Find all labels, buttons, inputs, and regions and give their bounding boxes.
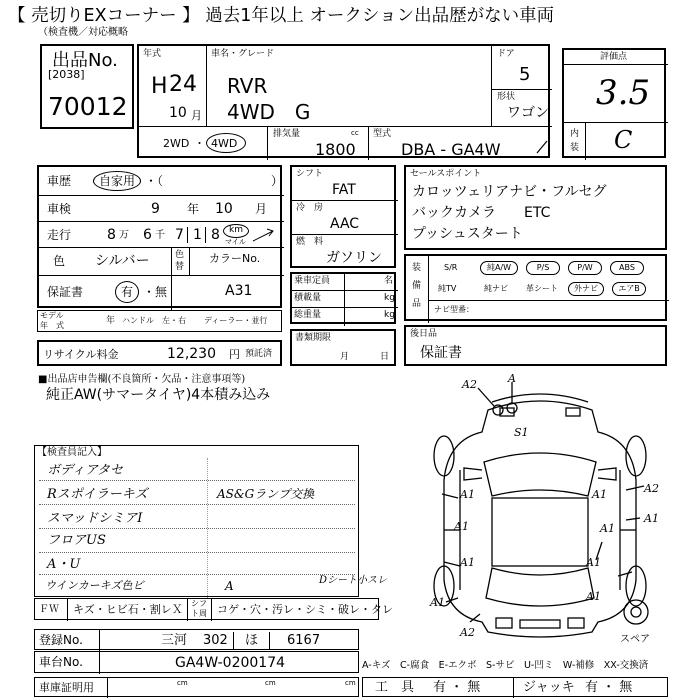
vehicle-info-box: 年式 H 24 10 月 車名・グレード RVR 4WD G ドア 5 形状 ワゴン 2WD ・ 4WD 排気量 cc 1800 型式 DBA - GA4W (137, 44, 550, 158)
jack-value: 有 ・ 無 (585, 680, 633, 695)
doc-period-day: 日 (380, 352, 390, 362)
equipment-label-1: 装 (412, 263, 422, 273)
mileage-d2: 1 (193, 227, 202, 243)
doc-period-month: 月 (340, 352, 350, 362)
fw-items: キズ・ヒビ石・割レＸ (73, 603, 183, 616)
mileage-man-unit: 万 (119, 230, 129, 241)
seller-notes-label: ■出品店申告欄(不良箇所・欠品・注意事項等) (38, 374, 246, 385)
history-value: 自家用 (99, 174, 136, 188)
model-year-row (37, 310, 282, 332)
page-title: 【 売切りEXコーナー 】 過去1年以上 オークション出品歴がない車両 (8, 6, 555, 26)
month-unit: 月 (191, 109, 202, 122)
map-label-a1-bottom: A1 (586, 590, 601, 603)
equip-ps: P/S (526, 261, 560, 275)
sales-points-line3: プッシュスタート (412, 226, 523, 242)
recycle-unit: 円 (229, 348, 240, 361)
color-change-label-2: 替 (175, 262, 185, 272)
score-value: 3.5 (596, 73, 651, 113)
inspection-month-unit: 月 (255, 202, 268, 216)
check-mark-icon (535, 139, 549, 155)
capacity-row1-label: 乗車定員 (294, 276, 331, 286)
shift-value: FAT (332, 182, 356, 198)
car-damage-diagram (400, 370, 680, 650)
model-year-unit: 年 (106, 316, 116, 326)
mileage-sen: 6 (143, 227, 152, 243)
fuel-label: 燃 料 (296, 237, 324, 247)
jack-label: ジャッキ (523, 680, 575, 695)
ac-label: 冷 房 (296, 203, 324, 213)
mileage-arrow-icon (251, 225, 279, 245)
specs-box (290, 165, 396, 268)
inspector-line4: フロアUS (47, 533, 106, 548)
inspector-right2: A (225, 579, 234, 593)
map-label-a1-right-3: A1 (586, 556, 601, 569)
recycle-value: 12,230 (167, 346, 216, 362)
map-label-a-top: A (508, 372, 516, 385)
interior-label-1: 内 (570, 129, 580, 139)
ac-value: AAC (330, 216, 360, 232)
cert-cm-3: cm (345, 679, 356, 687)
map-label-a1-left-bottom: A1 (430, 596, 445, 609)
garage-cert-label: 車庫証明用 (39, 681, 94, 694)
map-label-a1-right-1: A1 (592, 488, 607, 501)
history-rest: ・（ ） (145, 174, 284, 188)
inspector-right3: Dシート小スレ (319, 575, 388, 586)
mileage-mile: マイル (225, 238, 246, 246)
after-items-value: 保証書 (420, 345, 462, 361)
score-box (562, 48, 666, 158)
details-box (37, 165, 282, 308)
mileage-d1: 7 (175, 227, 184, 243)
shape-value: ワゴン (507, 105, 549, 121)
map-label-a1-left-2: A1 (454, 520, 469, 533)
year-era: H (151, 74, 168, 99)
navi-model-label: ナビ型番： (434, 305, 474, 314)
equip-abs: ABS (610, 261, 644, 275)
inspector-line2: Rスポイラーキズ (47, 487, 148, 502)
color-no-label: カラーNo. (209, 252, 261, 265)
fw-shift-label-2: ト周 (191, 609, 207, 618)
inspection-label: 車検 (47, 202, 72, 216)
inspector-label: 【検査員記入】 (37, 447, 107, 458)
cert-cm-2: cm (265, 679, 276, 687)
lot-label: 出品No. (52, 50, 118, 71)
name-grade-label: 車名・グレード (211, 49, 275, 59)
displacement-unit: cc (351, 129, 359, 137)
cert-cm-1: cm (177, 679, 188, 687)
warranty-label: 保証書 (47, 285, 84, 299)
shift-label: シフト (296, 169, 324, 179)
capacity-row2-unit: kg (384, 293, 395, 303)
mileage-man: 8 (107, 227, 116, 243)
after-items-box (404, 325, 667, 366)
warranty-no: ・無 (143, 285, 168, 299)
fw-row (34, 598, 393, 620)
map-label-s1: S1 (514, 426, 529, 439)
drive-4wd: 4WD (211, 137, 238, 150)
mileage-sen-unit: 千 (155, 230, 165, 241)
inspection-year-unit: 年 (187, 202, 200, 216)
car-grade: 4WD G (227, 100, 311, 124)
fuel-value: ガソリン (326, 250, 382, 266)
damage-legend: A-キズ C-腐食 E-エクボ S-サビ U-凹ミ W-補修 XX-交換済 (362, 660, 649, 671)
inspector-box (34, 445, 388, 597)
seller-notes-value: 純正AW(サマータイヤ)4本積み込み (46, 387, 271, 403)
equip-airbag: エアB (612, 282, 646, 296)
sales-points-box (404, 165, 667, 250)
model-label: 型式 (373, 129, 392, 139)
map-label-a1-far-right: A1 (644, 512, 659, 525)
inspector-line1: ボディアタセ (47, 463, 124, 478)
equipment-label-3: 品 (412, 299, 422, 309)
equip-leather: 革シート (526, 284, 558, 293)
fw-label: ＦＷ (39, 604, 59, 615)
registration-label: 登録No. (39, 633, 83, 647)
capacity-row3-unit: kg (384, 310, 395, 320)
inspector-line5: A・U (47, 557, 81, 572)
doc-period-box (290, 329, 396, 366)
registration-kana: ほ (245, 633, 259, 648)
equip-pw: P/W (568, 261, 602, 275)
lot-small-number: [2038] (48, 68, 85, 81)
footer-tools-row (362, 677, 668, 697)
fw-items2: コゲ・穴・汚レ・シミ・破レ・タレ (217, 603, 393, 616)
registration-area: 三河 (161, 633, 188, 648)
capacity-row3-label: 総重量 (294, 310, 322, 320)
history-label: 車歴 (47, 174, 72, 188)
registration-row (34, 629, 359, 650)
equip-ext-navi: 外ナビ (568, 282, 604, 296)
fw-shift-label-1: シフ (191, 599, 207, 608)
sales-points-label: セールスポイント (410, 169, 482, 179)
shape-label: 形状 (497, 92, 516, 102)
displacement-value: 1800 (315, 140, 356, 159)
equipment-label-2: 備 (412, 281, 422, 291)
recycle-note: 預託済 (245, 349, 273, 359)
sales-points-line2: バックカメラ ETC (412, 205, 551, 221)
inspector-right1: AS&Gランプ交換 (217, 487, 315, 501)
dealer-options: ディーラー・並行 (204, 316, 268, 325)
map-label-a1-left-1: A1 (460, 488, 475, 501)
capacity-box (290, 272, 396, 324)
after-items-label: 後日品 (410, 329, 438, 339)
chassis-value: GA4W-0200174 (175, 655, 286, 671)
equip-tv: 純TV (438, 284, 457, 293)
map-label-a2-top-left: A2 (462, 378, 477, 391)
equip-navi: 純ナビ (484, 284, 508, 293)
header-subnote: （検査機／対応概略 (38, 27, 128, 38)
registration-class: 302 (203, 633, 228, 648)
map-label-a1-right-2: A1 (600, 522, 615, 535)
warranty-yes: 有 (121, 285, 134, 299)
interior-value: C (614, 126, 633, 154)
inspector-line6: ウインカーキズ色ビ (45, 579, 144, 592)
doors-label: ドア (497, 49, 515, 59)
recycle-label: リサイクル料金 (43, 348, 119, 361)
mileage-d3: 8 (211, 227, 220, 243)
map-label-a2-bottom: A2 (460, 626, 475, 639)
recycle-row (37, 340, 282, 366)
mileage-km: km (229, 225, 243, 235)
color-change-label-1: 色 (175, 250, 185, 260)
chassis-row (34, 651, 359, 673)
registration-number: 6167 (287, 633, 321, 648)
equip-aw: 純A/W (480, 261, 518, 275)
model-value: DBA - GA4W (401, 140, 501, 159)
color-no-value: A31 (225, 283, 253, 299)
sales-points-line1: カロッツェリアナビ・フルセグ (412, 184, 607, 200)
inspection-year: 9 (151, 201, 160, 217)
year-value: 24 (169, 72, 197, 97)
handle-options: ハンドル 左・右 (122, 316, 186, 325)
tools-value: 有 ・ 無 (433, 680, 481, 695)
doc-period-label: 書類期限 (295, 333, 332, 343)
equip-sr: S/R (444, 263, 458, 272)
score-label: 評価点 (600, 52, 628, 62)
drive-2wd: 2WD (163, 137, 190, 150)
lot-box (40, 44, 134, 129)
year-label: 年式 (143, 49, 162, 59)
color-label: 色 (53, 254, 66, 268)
color-value: シルバー (95, 253, 150, 269)
mileage-label: 走行 (47, 228, 72, 242)
capacity-row1-unit: 名 (384, 276, 394, 286)
footer-cert-row (34, 677, 359, 697)
month-value: 10 (169, 105, 187, 121)
chassis-label: 車台No. (39, 655, 83, 669)
interior-label-2: 装 (570, 143, 580, 153)
tools-label: 工 具 (375, 680, 415, 695)
doors-value: 5 (519, 64, 531, 85)
lot-number: 70012 (48, 92, 128, 121)
map-label-a2-right: A2 (644, 482, 659, 495)
equipment-box (404, 254, 667, 321)
model-year-label-2: 年 式 (40, 321, 64, 330)
capacity-row2-label: 積載量 (294, 293, 322, 303)
inspector-line3: スマッドシミアI (47, 511, 143, 526)
car-name: RVR (227, 74, 268, 98)
map-label-a1-left-3: A1 (460, 556, 475, 569)
model-year-label-1: モデル (40, 311, 64, 320)
spare-label: スペア (620, 634, 650, 645)
displacement-label: 排気量 (273, 129, 301, 139)
inspection-month: 10 (215, 201, 233, 217)
